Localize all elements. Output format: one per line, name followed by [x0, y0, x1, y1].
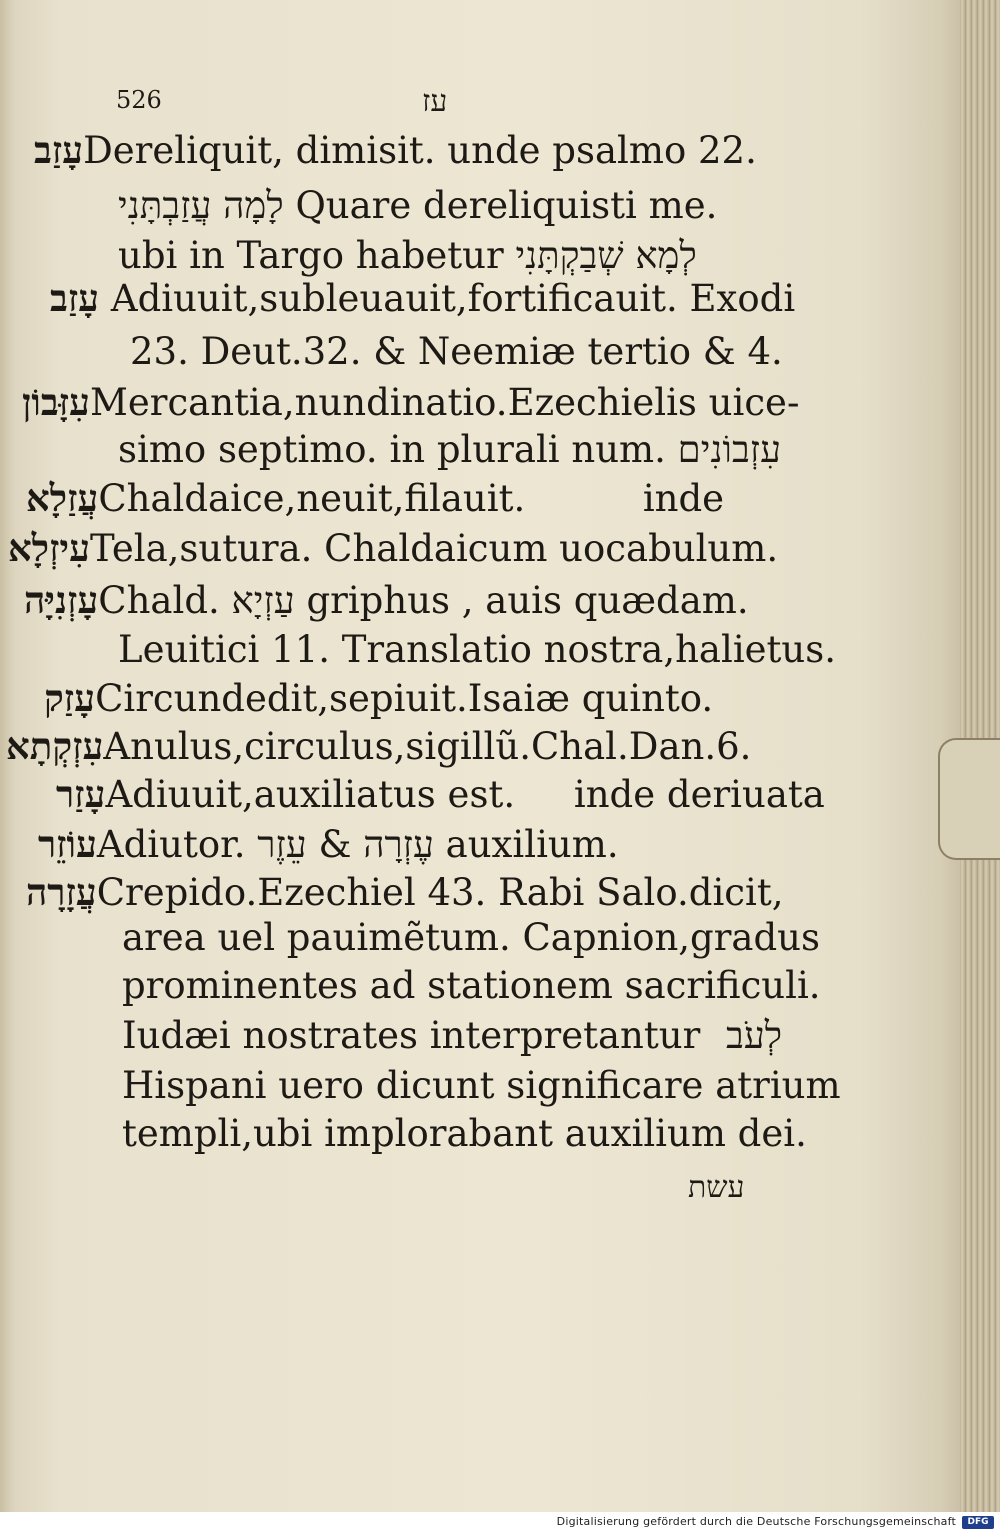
hebrew-lemma: עָזַר	[56, 772, 106, 816]
latin-text: griphus , auis quædam.	[306, 579, 749, 622]
entry-line	[34, 128, 757, 173]
entry-line	[122, 1064, 841, 1108]
entry-line	[118, 234, 697, 278]
latin-text: Hispani uero dicunt significare atrium	[122, 1064, 841, 1107]
hebrew-lemma: עָזַק	[44, 676, 96, 720]
entry-line	[44, 676, 713, 721]
latin-text: Quare dereliquisti me.	[295, 184, 718, 227]
latin-text: templi,ubi implorabant auxilium dei.	[122, 1112, 807, 1155]
entry-line	[118, 184, 717, 228]
entry-line	[118, 628, 836, 672]
hebrew-lemma: עֲזָרָה	[26, 870, 97, 914]
hebrew-lemma: עוֹזֵר	[38, 822, 97, 866]
latin-text: Tela,sutura. Chaldaicum uocabulum.	[90, 527, 779, 570]
running-head: עז	[422, 84, 448, 119]
latin-text: prominentes ad stationem sacrificuli.	[122, 964, 821, 1007]
latin-text: &	[318, 823, 352, 866]
entry-line	[122, 916, 820, 960]
hebrew-lemma: עָזַב	[50, 276, 100, 320]
latin-text: Anulus,circulus,sigillũ.Chal.Dan.6.	[103, 725, 752, 768]
latin-text: simo septimo. in plurali num.	[118, 428, 666, 471]
entry-line	[122, 1112, 807, 1156]
latin-text: Circundedit,sepiuit.Isaiæ quinto.	[95, 677, 714, 720]
entry-line	[130, 330, 783, 374]
page-number: 526	[116, 86, 162, 114]
latin-text: Adiuuit,auxiliatus est. inde deriuata	[105, 773, 825, 816]
hebrew-phrase: לָמָה עֲזַבְתָּנִי	[118, 184, 284, 227]
hebrew-lemma: עִזָּבוֹן	[22, 380, 90, 424]
hebrew-lemma: עִיזְלָא	[8, 526, 91, 570]
catchword: עשת	[688, 1170, 745, 1205]
latin-text: Leuitici 11. Translatio nostra,halietus.	[118, 628, 836, 671]
hebrew-phrase: לְמָא שְׁבַקְתָּנִי	[515, 234, 697, 277]
latin-text: Mercantia,nundinatio.Ezechielis uice-	[89, 381, 800, 424]
hebrew-phrase: לְעֹב	[726, 1014, 783, 1057]
latin-text: Chald.	[98, 579, 220, 622]
digitization-footer	[0, 1512, 1000, 1534]
latin-text: 23. Deut.32. & Neemiæ tertio & 4.	[130, 330, 783, 373]
hebrew-phrase: עַזְיָא	[231, 579, 295, 622]
hebrew-lemma: עִזְקְתָא	[6, 724, 104, 768]
entry-line	[122, 1014, 782, 1058]
latin-text: Crepido.Ezechiel 43. Rabi Salo.dicit,	[96, 871, 784, 914]
footer-credit: Digitalisierung gefördert durch die Deutsche Forschungsgemeinschaft	[556, 1515, 956, 1528]
hebrew-lemma: עֲזַלָא	[26, 476, 99, 520]
hebrew-lemma: עָזְנִיָּה	[24, 578, 99, 622]
latin-text: Dereliquit, dimisit. unde psalmo 22.	[83, 129, 757, 172]
entry-line	[38, 822, 619, 867]
entry-line	[24, 578, 749, 623]
entry-line	[26, 476, 724, 521]
latin-text: area uel pauimẽtum. Capnion,gradus	[122, 916, 820, 959]
hebrew-phrase: עֶזְרָה	[363, 823, 434, 866]
entry-line	[50, 276, 795, 321]
dfg-logo: DFG	[962, 1516, 994, 1529]
thumb-tab	[938, 738, 1000, 860]
entry-line	[26, 870, 783, 915]
latin-text: Iudæi nostrates interpretantur	[122, 1014, 701, 1057]
latin-text: ubi in Targo habetur	[118, 234, 504, 277]
latin-text: Adiuuit,subleuauit,fortificauit. Exodi	[110, 277, 796, 320]
entry-line	[118, 428, 781, 472]
hebrew-phrase: עִזְבוֹנִים	[677, 428, 782, 471]
entry-line	[6, 724, 751, 769]
hebrew-phrase: עֵזֶר	[257, 823, 307, 866]
latin-text: auxilium.	[445, 823, 619, 866]
latin-text: Chaldaice,neuit,filauit. inde	[98, 477, 725, 520]
entry-line	[56, 772, 825, 817]
entry-line	[22, 380, 799, 425]
entry-line	[122, 964, 821, 1008]
entry-line	[8, 526, 778, 571]
hebrew-lemma: עָזַב	[34, 128, 84, 172]
latin-text: Adiutor.	[96, 823, 246, 866]
